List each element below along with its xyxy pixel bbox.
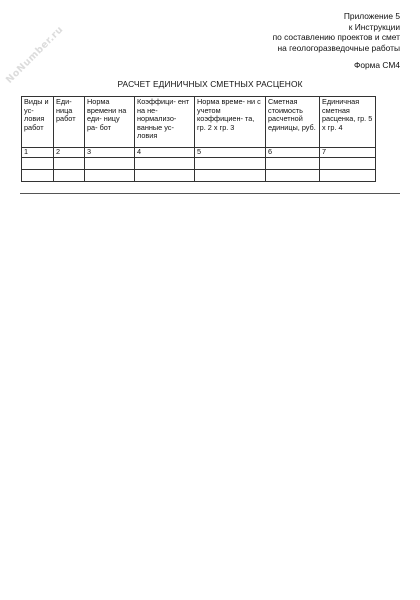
appendix-line: Приложение 5 xyxy=(343,11,400,21)
appendix-line: к Инструкции xyxy=(348,21,400,32)
watermark: NoNumber.ru xyxy=(4,24,66,86)
table-cell xyxy=(320,157,376,169)
column-number: 7 xyxy=(320,148,376,158)
table-cell xyxy=(54,169,85,181)
document-title: РАСЧЕТ ЕДИНИЧНЫХ СМЕТНЫХ РАСЦЕНОК xyxy=(117,79,303,89)
column-number: 6 xyxy=(266,148,320,158)
table-header-row xyxy=(22,97,376,148)
table-cell xyxy=(195,169,266,181)
column-header-work-type: Виды и ус- ловия работ xyxy=(22,97,54,148)
table-cell xyxy=(135,169,195,181)
table-cell xyxy=(85,157,135,169)
table-cell xyxy=(195,157,266,169)
column-number: 3 xyxy=(85,148,135,158)
appendix-line: на геологоразведочные работы xyxy=(277,42,400,53)
column-number-row xyxy=(22,148,376,158)
table-cell xyxy=(266,157,320,169)
column-number: 1 xyxy=(22,148,54,158)
form-label: Форма СМ4 xyxy=(353,60,400,70)
rates-table xyxy=(21,96,376,182)
table-row xyxy=(22,169,376,181)
table-cell xyxy=(85,169,135,181)
appendix-line: по составлению проектов и смет xyxy=(272,32,400,43)
column-header-adjusted-time-norm: Норма време- ни с учетом коэффициен- та, гр. 2 х гр. 3 xyxy=(195,97,266,148)
table-row xyxy=(22,157,376,169)
table-cell xyxy=(54,157,85,169)
horizontal-divider xyxy=(20,193,400,194)
table-cell xyxy=(266,169,320,181)
appendix-reference xyxy=(273,11,400,53)
table-cell xyxy=(22,157,54,169)
column-number: 2 xyxy=(54,148,85,158)
column-header-unit: Еди- ница работ xyxy=(54,97,85,148)
column-number: 5 xyxy=(195,148,266,158)
table-cell xyxy=(135,157,195,169)
column-header-unit-rate: Единичная сметная расценка, гр. 5 х гр. 4 xyxy=(320,97,376,148)
column-number: 4 xyxy=(135,148,195,158)
column-header-time-norm: Норма времени на еди- ницу ра- бот xyxy=(85,97,135,148)
column-header-coefficient: Коэффици- ент на не- нормализо- ванные ус- ловия xyxy=(135,97,195,148)
column-header-unit-cost: Сметная стоимость расчетной единицы, руб. xyxy=(266,97,320,148)
table-cell xyxy=(320,169,376,181)
table-cell xyxy=(22,169,54,181)
